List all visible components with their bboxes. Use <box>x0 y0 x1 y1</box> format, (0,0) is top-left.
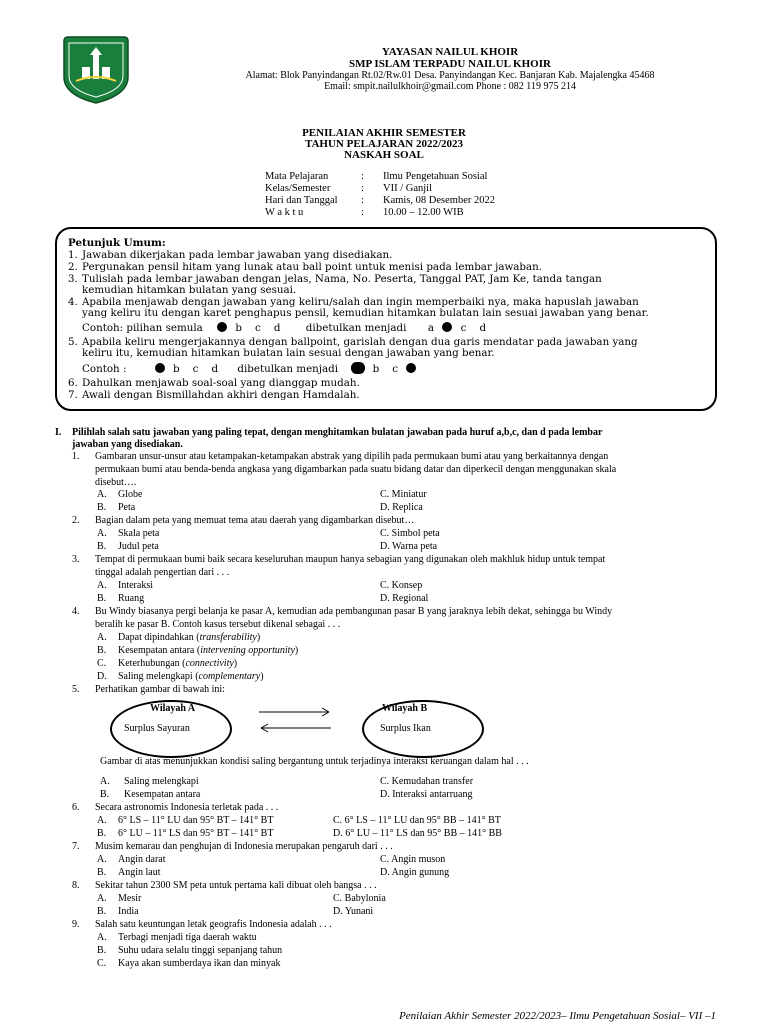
option-b: Judul peta <box>118 541 159 552</box>
option-d: D. 6° LU – 11° LS dan 95° BB – 141° BB <box>333 828 502 839</box>
option-d: D. Warna peta <box>380 541 438 552</box>
question-text: Tempat di permukaan bumi baik secara keseluruhan maupun hanya sebagian yang digunakan oleh makhluk hidup untuk tempat <box>95 554 606 565</box>
section-instruction: Pilihlah salah satu jawaban yang paling tepat, dengan menghitamkan bulatan jawaban pada huruf a,b,c, dan d pada lembar <box>72 427 603 438</box>
question-number: 5. <box>72 684 80 695</box>
example-2 <box>68 363 730 376</box>
option-letter: b <box>372 363 380 375</box>
option-a: Dapat dipindahkan (transferability) <box>118 632 261 643</box>
question-number: 7. <box>72 841 80 852</box>
question-text: permukaan bumi atau benda-benda angkasa yang digambarkan pada suatu bidang datar dan diperkecil dengan menggunakan skala <box>95 464 617 475</box>
item-number: 5. <box>68 336 78 348</box>
option-a: 6° LS – 11° LU dan 95° BT – 141° BT <box>118 815 274 826</box>
option-b: India <box>118 906 139 917</box>
option-letter: d <box>211 363 219 375</box>
filled-bubble-icon <box>155 363 165 373</box>
question-number: 1. <box>72 451 80 462</box>
option-c: Kaya akan sumberdaya ikan dan minyak <box>118 958 281 969</box>
instruction-item <box>68 250 716 262</box>
option-a: Globe <box>118 489 143 500</box>
example-1 <box>68 322 730 335</box>
question-text: Secara astronomis Indonesia terletak pada . . . <box>95 802 279 813</box>
question-number: 2. <box>72 515 80 526</box>
item-number: 2. <box>68 261 78 273</box>
item-number: 1. <box>68 249 78 261</box>
option-letter: A. <box>97 932 107 943</box>
question-text: Gambaran unsur-unsur atau ketampakan-ketampakan abstrak yang dipilih pada permukaan bumi atau yang berkaitannya dengan <box>95 451 609 462</box>
meta-colon: : <box>361 183 364 194</box>
option-b: Kesempatan antara <box>124 789 201 800</box>
option-letter: A. <box>97 854 107 865</box>
option-letter: B. <box>97 828 107 839</box>
option-letter: B. <box>97 645 107 656</box>
option-d: Saling melengkapi (complementary) <box>118 671 264 682</box>
option-a: Interaksi <box>118 580 153 591</box>
item-number: 7. <box>68 389 78 401</box>
option-b: Peta <box>118 502 136 513</box>
option-c: Keterhubungan (connectivity) <box>118 658 238 669</box>
meta-key: Kelas/Semester <box>265 183 331 194</box>
item-text: Jawaban dikerjakan pada lembar jawaban yang disediakan. <box>82 249 393 261</box>
option-d: D. Regional <box>380 593 429 604</box>
option-letter: B. <box>97 906 107 917</box>
item-number: 6. <box>68 377 78 389</box>
question-number: 6. <box>72 802 80 813</box>
example-label: Contoh : <box>82 363 127 375</box>
item-text: Apabila keliru mengerjakannya dengan ballpoint, garislah dengan dua garis mendatar pada jawaban yang <box>82 336 638 348</box>
question-number: 9. <box>72 919 80 930</box>
item-text: Pergunakan pensil hitam yang lunak atau ball point untuk menisi pada lembar jawaban. <box>82 261 543 273</box>
school-name: SMP ISLAM TERPADU NAILUL KHOIR <box>349 58 551 70</box>
filled-bubble-icon <box>442 322 452 332</box>
foundation-name: YAYASAN NAILUL KHOIR <box>381 46 519 58</box>
question-number: 8. <box>72 880 80 891</box>
example-label: Contoh: pilihan semula <box>82 322 203 334</box>
question-text: Musim kemarau dan penghujan di Indonesia merupakan pengaruh dari . . . <box>95 841 393 852</box>
item-text-continued: kemudian hitamkan bulatan yang sesuai. <box>82 284 297 296</box>
option-d: D. Replica <box>380 502 423 513</box>
instructions-title: Petunjuk Umum: <box>68 237 166 249</box>
option-c: C. Babylonia <box>333 893 386 904</box>
page-footer: Penilaian Akhir Semester 2022/2023– Ilmu Pengetahuan Sosial– VII –1 <box>399 1010 716 1022</box>
option-d: D. Yunani <box>333 906 374 917</box>
question-text: disebut…. <box>95 477 137 488</box>
example-label: dibetulkan menjadi <box>305 322 407 334</box>
option-c: C. Angin muson <box>380 854 446 865</box>
meta-value: VII / Ganjil <box>383 183 432 194</box>
meta-row <box>265 183 495 195</box>
meta-colon: : <box>361 195 364 206</box>
region-b-surplus: Surplus Ikan <box>380 723 431 734</box>
question-text: Gambar di atas menunjukkan kondisi saling bergantung untuk terjadinya interaksi keruangan dalam hal . . . <box>100 756 529 767</box>
exam-year: TAHUN PELAJARAN 2022/2023 <box>304 138 464 150</box>
option-letter: A. <box>97 580 107 591</box>
meta-colon: : <box>361 207 364 218</box>
question-number: 4. <box>72 606 80 617</box>
option-letter: A. <box>97 489 107 500</box>
option-b: Angin laut <box>118 867 161 878</box>
school-contact: Email: smpit.nailulkhoir@gmail.com Phone : 082 119 975 214 <box>324 81 576 92</box>
school-address: Alamat: Blok Panyindangan Rt.02/Rw.01 Desa. Panyindangan Kec. Banjaran Kab. Majalengka 45468 <box>245 70 655 81</box>
option-letter: d <box>273 322 281 334</box>
question-text: Salah satu keuntungan letak geografis Indonesia adalah . . . <box>95 919 332 930</box>
option-letter: A. <box>97 632 107 643</box>
option-c: C. 6° LS – 11° LU dan 95° BB – 141° BT <box>333 815 501 826</box>
item-text: Apabila menjawab dengan jawaban yang keliru/salah dan ingin memperbaiki nya, maka hapuslah jawaban <box>82 296 639 308</box>
meta-value: Ilmu Pengetahuan Sosial <box>383 171 488 182</box>
meta-value: Kamis, 08 Desember 2022 <box>383 195 495 206</box>
option-d: D. Angin gunung <box>380 867 450 878</box>
option-b: Kesempatan antara (intervening opportunity) <box>118 645 299 656</box>
option-letter: c <box>255 322 261 334</box>
option-b: 6° LU – 11° LS dan 95° BT – 141° BT <box>118 828 274 839</box>
region-a-surplus: Surplus Sayuran <box>124 723 190 734</box>
option-letter: c <box>460 322 467 334</box>
option-b: Ruang <box>118 593 145 604</box>
option-letter: B. <box>97 867 107 878</box>
meta-colon: : <box>361 171 364 182</box>
region-a-label: Wilayah A <box>150 703 196 714</box>
option-letter: D. <box>97 671 107 682</box>
option-letter: B. <box>100 789 110 800</box>
item-text: Dahulkan menjawab soal-soal yang dianggap mudah. <box>82 377 360 389</box>
item-text-continued: keliru itu, kemudian hitamkan bulatan lain sesuai dengan jawaban yang benar. <box>82 347 495 359</box>
option-letter: c <box>392 363 399 375</box>
question-text: beralih ke pasar B. Contoh kasus tersebut dikenal sebagai . . . <box>95 619 341 630</box>
question-text: Bagian dalam peta yang memuat tema atau daerah yang digambarkan disebut… <box>95 515 415 526</box>
option-c: C. Simbol peta <box>380 528 440 539</box>
question-text: tinggal adalah pengertian dari . . . <box>95 567 230 578</box>
exam-meta-table <box>265 171 495 219</box>
option-letter: B. <box>97 502 107 513</box>
option-c: C. Miniatur <box>380 489 427 500</box>
question-number: 3. <box>72 554 80 565</box>
option-a: Saling melengkapi <box>124 776 199 787</box>
question-text: Perhatikan gambar di bawah ini: <box>95 684 225 695</box>
option-letter: b <box>172 363 180 375</box>
option-letter: A. <box>100 776 110 787</box>
exam-subtitle: NASKAH SOAL <box>344 149 424 161</box>
option-c: C. Konsep <box>380 580 423 591</box>
meta-row <box>265 207 495 219</box>
meta-row <box>265 171 495 183</box>
section-number: I. <box>55 427 62 438</box>
item-text: Tulislah pada lembar jawaban dengan jelas, Nama, No. Peserta, Tanggal PAT, Jam Ke, tanda tangan <box>82 273 602 285</box>
option-a: Terbagi menjadi tiga daerah waktu <box>118 932 257 943</box>
question-text: Bu Windy biasanya pergi belanja ke pasar A, kemudian ada pembangunan pasar B yang jaraknya lebih dekat, sehingga bu Windy <box>95 606 613 617</box>
option-letter: C. <box>97 958 107 969</box>
region-b-label: Wilayah B <box>382 703 428 714</box>
filled-bubble-icon <box>406 363 416 373</box>
option-letter: d <box>479 322 487 334</box>
option-letter: B. <box>97 945 107 956</box>
meta-key: Hari dan Tanggal <box>265 195 338 206</box>
instruction-item <box>68 262 716 274</box>
two-way-arrow-icon <box>255 706 335 734</box>
option-a: Mesir <box>118 893 142 904</box>
option-letter: A. <box>97 528 107 539</box>
question-text: Sekitar tahun 2300 SM peta untuk pertama kali dibuat oleh bangsa . . . <box>95 880 377 891</box>
filled-bubble-icon <box>217 322 227 332</box>
option-letter: B. <box>97 541 107 552</box>
option-letter: a <box>427 322 434 334</box>
school-logo <box>60 33 132 105</box>
example-label: dibetulkan menjadi <box>237 363 339 375</box>
option-a: Skala peta <box>118 528 160 539</box>
item-text: Awali dengan Bismillahdan akhiri dengan Hamdalah. <box>82 389 360 401</box>
meta-key: W a k t u <box>265 207 304 218</box>
option-letter: C. <box>97 658 107 669</box>
option-letter: B. <box>97 593 107 604</box>
option-letter: b <box>235 322 242 334</box>
option-letter: A. <box>97 815 107 826</box>
option-a: Angin darat <box>118 854 166 865</box>
struck-bubble-icon <box>351 363 365 373</box>
option-b: Suhu udara selalu tinggi sepanjang tahun <box>118 945 283 956</box>
option-letter: c <box>192 363 199 375</box>
option-letter: A. <box>97 893 107 904</box>
instruction-item <box>68 390 716 402</box>
item-text-continued: yang keliru itu dengan karet penghapus pensil, kemudian hitamkan bulatan lain sesuai jawaban yang benar. <box>82 307 649 319</box>
exam-title: PENILAIAN AKHIR SEMESTER <box>302 127 466 139</box>
meta-key: Mata Pelajaran <box>265 171 329 182</box>
section-instruction-continued: jawaban yang disediakan. <box>72 439 183 450</box>
meta-value: 10.00 – 12.00 WIB <box>383 207 464 218</box>
meta-row <box>265 195 495 207</box>
instruction-item <box>68 378 716 390</box>
item-number: 4. <box>68 296 78 308</box>
option-c: C. Kemudahan transfer <box>380 776 474 787</box>
item-number: 3. <box>68 273 78 285</box>
option-d: D. Interaksi antarruang <box>380 789 473 800</box>
